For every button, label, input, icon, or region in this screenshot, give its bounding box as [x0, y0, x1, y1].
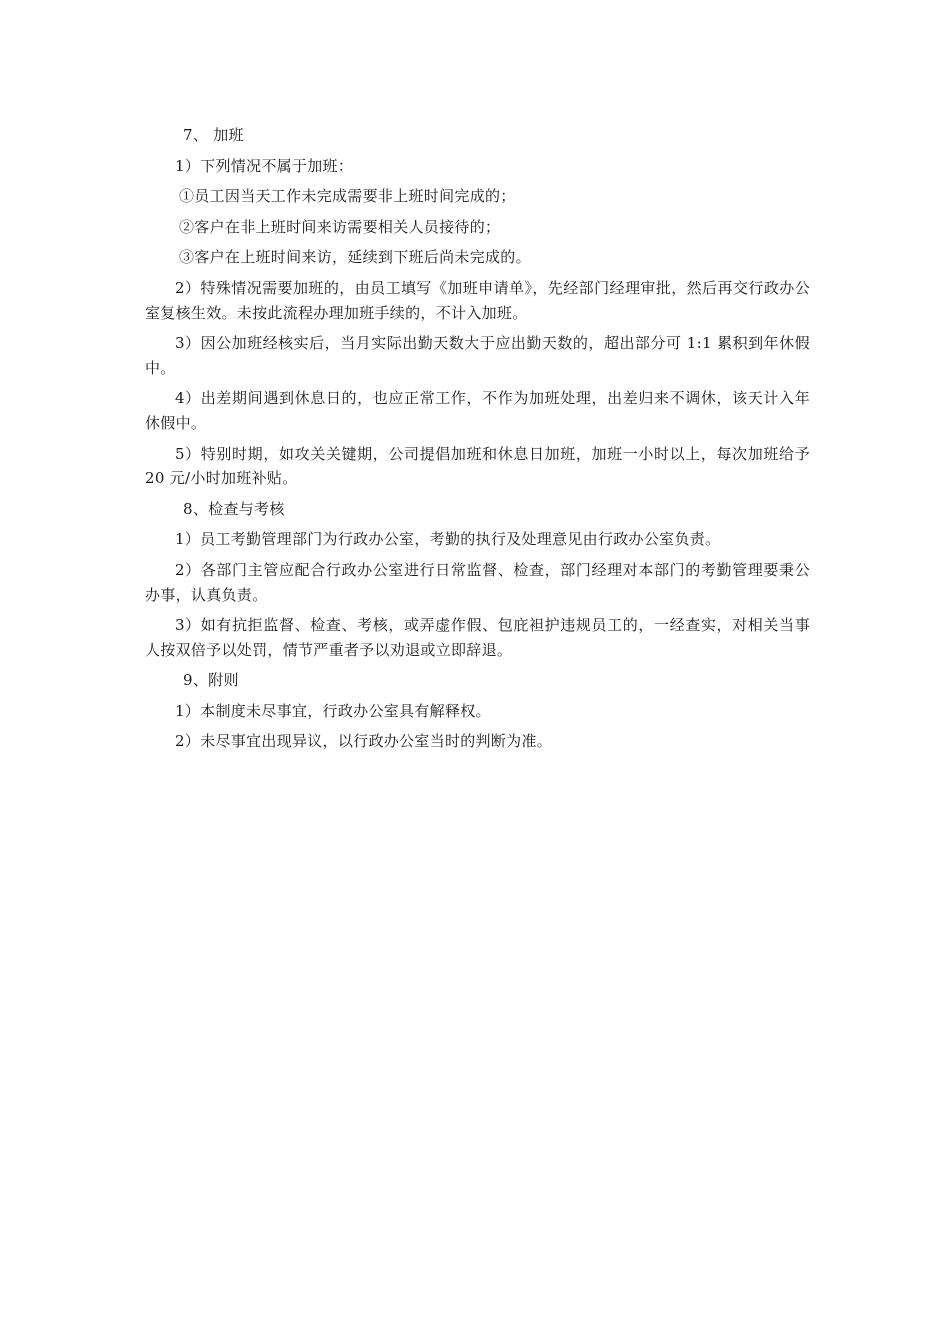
appendix-item-2: 2）未尽事宜出现异议，以行政办公室当时的判断为准。 [175, 732, 553, 751]
overtime-item-1: 1）下列情况不属于加班： [175, 156, 354, 175]
inspection-item-3: 3）如有抗拒监督、检查、考核，或弄虚作假、包庇袒护违规员工的，一经查实，对相关当事人按双倍予以处罚，情节严重者予以劝退或立即辞退。 [145, 616, 810, 659]
overtime-exclusion-3: ③客户在上班时间来访，延续到下班后尚未完成的。 [179, 248, 531, 267]
overtime-item-2: 2）特殊情况需要加班的，由员工填写《加班申请单》，先经部门经理审批，然后再交行政办公室复核生效。未按此流程办理加班手续的，不计入加班。 [145, 278, 810, 322]
section-heading-appendix: 9、附则 [183, 671, 239, 690]
appendix-item-1: 1）本制度未尽事宜，行政办公室具有解释权。 [175, 701, 491, 720]
section-heading-inspection: 8、检查与考核 [183, 499, 285, 518]
document-body [145, 123, 810, 760]
inspection-item-1: 1）员工考勤管理部门为行政办公室，考勤的执行及处理意见由行政办公室负责。 [175, 530, 721, 549]
overtime-item-3: 3）因公加班经核实后，当月实际出勤天数大于应出勤天数的，超出部分可 1:1 累积到年休假中。 [145, 334, 810, 377]
overtime-exclusion-1: ①员工因当天工作未完成需要非上班时间完成的； [179, 187, 516, 206]
inspection-item-2: 2）各部门主管应配合行政办公室进行日常监督、检查，部门经理对本部门的考勤管理要秉公办事，认真负责。 [145, 560, 810, 604]
section-heading-overtime: 7、 加班 [183, 126, 244, 144]
overtime-exclusion-2: ②客户在非上班时间来访需要相关人员接待的； [179, 217, 501, 236]
overtime-item-4: 4）出差期间遇到休息日的，也应正常工作，不作为加班处理，出差归来不调休，该天计入年休假中。 [145, 389, 810, 432]
overtime-item-5: 5）特别时期，如攻关关键期，公司提倡加班和休息日加班，加班一小时以上，每次加班给予 20 元/小时加班补贴。 [145, 444, 810, 488]
